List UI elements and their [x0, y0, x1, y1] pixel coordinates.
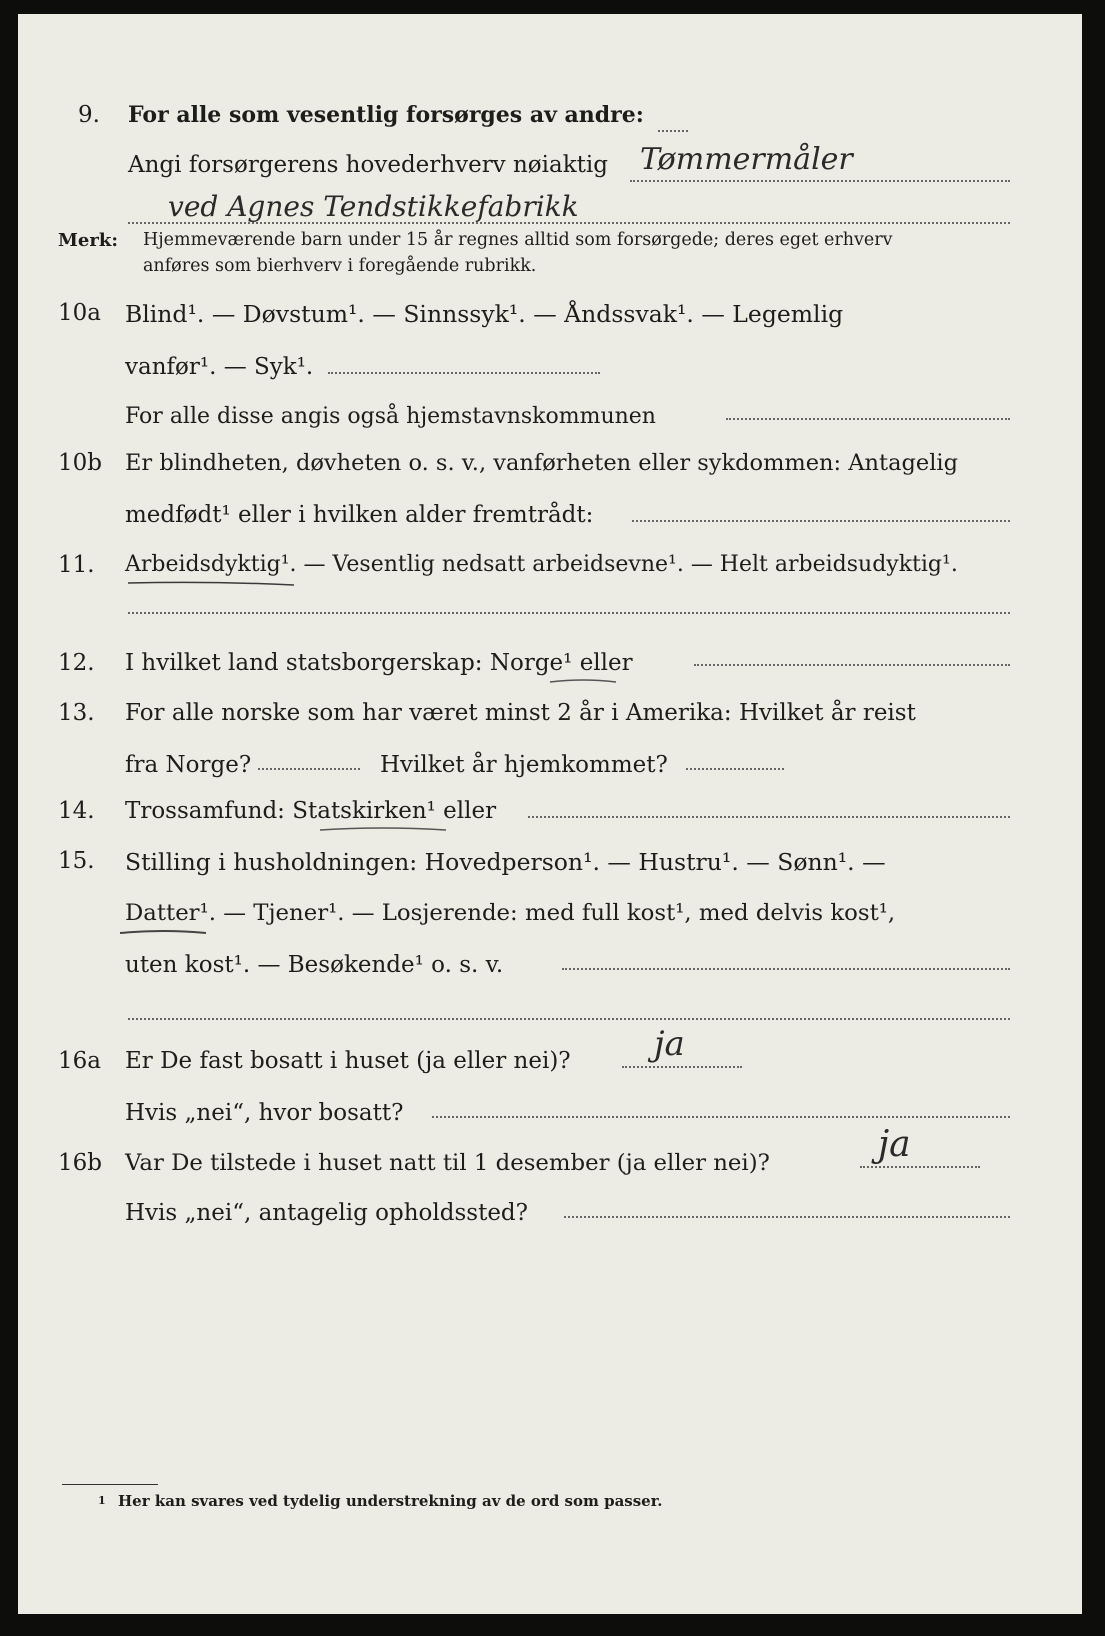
q9-handwritten-employer: ved Agnes Tendstikkefabrikk: [168, 190, 579, 223]
q16b-number: 16b: [58, 1150, 102, 1176]
footnote-text: Her kan svares ved tydelig understrekning av de ord som passer.: [118, 1492, 663, 1510]
q16a-residence-line: [432, 1116, 1010, 1118]
q9-question: For alle som vesentlig forsørges av andre:: [128, 102, 644, 128]
q12-answer-line: [694, 664, 1010, 666]
q16a-line2: Hvis „nei“, hvor bosatt?: [125, 1100, 404, 1126]
q13-return-year-line: [686, 768, 784, 770]
q16a-number: 16a: [58, 1048, 101, 1074]
q11-answer-line: [128, 612, 1010, 614]
q16a-handwritten-answer: ja: [654, 1024, 685, 1064]
q10b-number: 10b: [58, 450, 102, 476]
q10a-answer-line: [328, 372, 600, 374]
q15-line3: uten kost¹. — Besøkende¹ o. s. v.: [125, 952, 504, 978]
q10a-line3: For alle disse angis også hjemstavnskommunen: [125, 404, 656, 429]
q14-statskirken-underline: [318, 826, 448, 834]
q9-question-line2: Angi forsørgerens hovederhverv nøiaktig: [128, 152, 608, 178]
q16a-line1: Er De fast bosatt i huset (ja eller nei)?: [125, 1048, 571, 1074]
q14-line1: Trossamfund: Statskirken¹ eller: [125, 798, 497, 824]
q10a-hometown-line: [726, 418, 1010, 420]
q15-answer-line: [562, 968, 1010, 970]
q15-line1: Stilling i husholdningen: Hovedperson¹. — Hustru¹. — Sønn¹. —: [125, 848, 886, 876]
q16b-answer-line: [860, 1166, 980, 1168]
q9-number: 9.: [78, 102, 100, 128]
q13-departure-year-line: [258, 768, 360, 770]
q13-line2b: Hvilket år hjemkommet?: [380, 752, 668, 778]
q12-number: 12.: [58, 650, 95, 676]
q15-answer-line-2: [128, 1018, 1010, 1020]
footnote-mark: 1: [98, 1494, 106, 1507]
q16b-line2: Hvis „nei“, antagelig opholdssted?: [125, 1200, 528, 1226]
q13-line1: For alle norske som har været minst 2 år i Amerika: Hvilket år reist: [125, 700, 916, 726]
q15-number: 15.: [58, 848, 95, 874]
q14-number: 14.: [58, 798, 95, 824]
q15-datter-underline: [118, 928, 208, 938]
q10b-answer-line: [632, 520, 1010, 522]
q14-answer-line: [528, 816, 1010, 818]
q10a-number: 10a: [58, 300, 101, 326]
q11-line1: Arbeidsdyktig¹. — Vesentlig nedsatt arbeidsevne¹. — Helt arbeidsudyktig¹.: [125, 552, 958, 577]
q11-underline: [126, 580, 296, 588]
merk-note-line2: anføres som bierhverv i foregående rubrikk.: [143, 256, 537, 276]
q16b-whereabouts-line: [564, 1216, 1010, 1218]
q10b-line2: medfødt¹ eller i hvilken alder fremtrådt:: [125, 502, 594, 528]
q10a-line1: Blind¹. — Døvstum¹. — Sinnssyk¹. — Åndssvak¹. — Legemlig: [125, 300, 844, 328]
q9-answer-line-2: [630, 180, 1010, 182]
q12-norge-underline: [548, 678, 618, 686]
q13-line2a: fra Norge?: [125, 752, 252, 778]
q15-line2: Datter¹. — Tjener¹. — Losjerende: med full kost¹, med delvis kost¹,: [125, 900, 896, 926]
q9-answer-line: [658, 130, 688, 132]
q10a-line2: vanfør¹. — Syk¹.: [125, 354, 314, 380]
q16b-line1: Var De tilstede i huset natt til 1 desember (ja eller nei)?: [125, 1150, 770, 1176]
merk-note-line1: Hjemmeværende barn under 15 år regnes alltid som forsørgede; deres eget erhverv: [143, 230, 893, 250]
q13-number: 13.: [58, 700, 95, 726]
footnote-rule: [62, 1484, 158, 1485]
q16b-handwritten-answer: ja: [878, 1124, 911, 1165]
q16a-answer-line: [622, 1066, 742, 1068]
merk-label: Merk:: [58, 230, 118, 251]
q9-handwritten-occupation: Tømmermåler: [640, 142, 853, 177]
census-form-page: [18, 14, 1082, 1614]
q11-number: 11.: [58, 552, 95, 578]
q10b-line1: Er blindheten, døvheten o. s. v., vanførheten eller sykdommen: Antagelig: [125, 450, 958, 476]
q12-line1: I hvilket land statsborgerskap: Norge¹ eller: [125, 650, 633, 676]
